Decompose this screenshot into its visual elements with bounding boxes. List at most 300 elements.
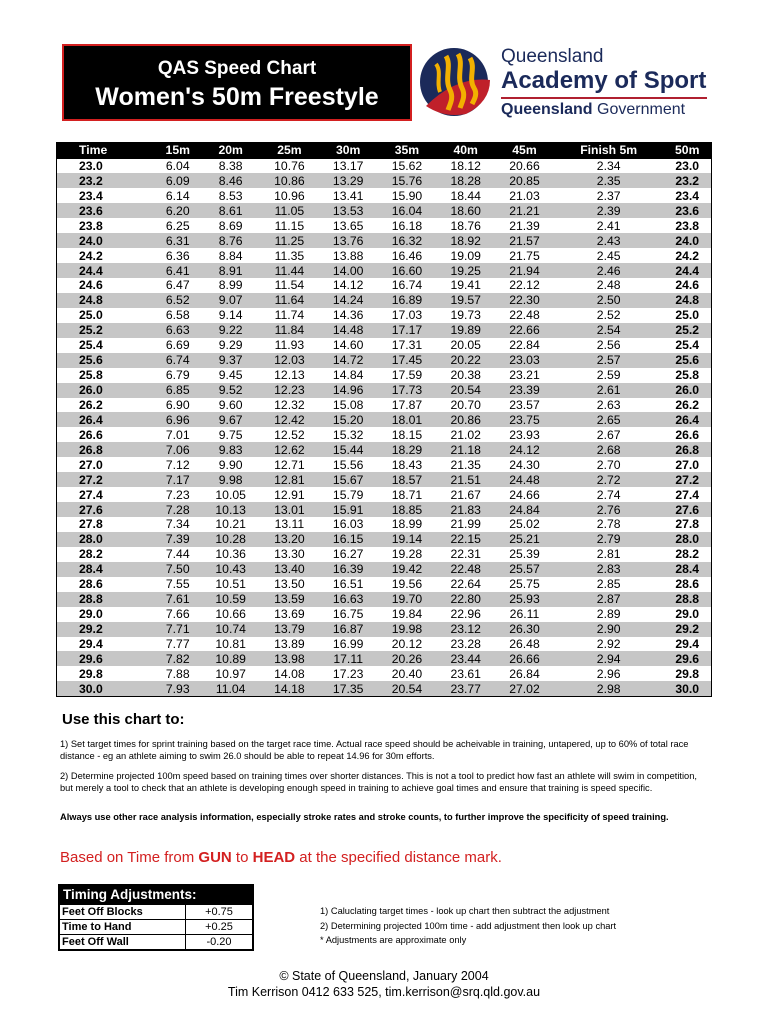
timing-label: Time to Hand xyxy=(60,920,186,934)
table-row xyxy=(57,577,712,592)
table-cell: 18.43 xyxy=(391,457,423,472)
table-cell: 18.60 xyxy=(436,203,495,218)
table-cell: 24.48 xyxy=(495,472,554,487)
table-cell: 2.83 xyxy=(554,562,664,577)
table-cell: 16.63 xyxy=(319,592,378,607)
table-cell: 19.98 xyxy=(378,622,437,637)
table-cell: 9.90 xyxy=(218,457,243,472)
table-cell: 6.90 xyxy=(165,397,190,412)
table-cell: 28.4 xyxy=(663,562,711,577)
table-cell: 20.38 xyxy=(450,368,481,383)
table-cell: 11.04 xyxy=(201,681,260,696)
table-cell: 2.78 xyxy=(596,517,621,532)
table-cell: 14.60 xyxy=(332,338,364,353)
table-cell: 22.30 xyxy=(495,293,554,308)
table-cell: 9.83 xyxy=(201,442,260,457)
table-cell: 26.0 xyxy=(663,383,711,398)
table-cell: 22.66 xyxy=(495,323,554,338)
table-cell: 16.39 xyxy=(319,562,378,577)
table-cell: 2.70 xyxy=(596,457,621,472)
table-cell: 23.21 xyxy=(509,368,540,383)
table-cell: 23.2 xyxy=(57,173,155,188)
table-cell: 15.76 xyxy=(378,173,437,188)
table-cell: 2.89 xyxy=(596,607,621,622)
qas-logo xyxy=(416,46,708,118)
table-cell: 19.09 xyxy=(450,248,481,263)
table-cell: 2.67 xyxy=(596,427,621,442)
gun-word: GUN xyxy=(198,849,232,866)
table-cell: 21.57 xyxy=(495,233,554,248)
table-cell: 11.15 xyxy=(274,218,305,233)
table-cell: 23.28 xyxy=(450,636,481,651)
table-cell: 18.01 xyxy=(378,412,437,427)
table-cell: 14.84 xyxy=(332,368,364,383)
table-header-row xyxy=(57,143,712,159)
table-row xyxy=(57,442,712,457)
timing-heading: Timing Adjustments: xyxy=(60,886,252,904)
table-cell: 25.2 xyxy=(57,323,155,338)
table-cell: 2.34 xyxy=(596,158,621,173)
table-cell: 23.61 xyxy=(450,666,481,681)
table-cell: 9.07 xyxy=(201,293,260,308)
table-cell: 8.38 xyxy=(218,158,243,173)
table-cell: 26.48 xyxy=(509,636,540,651)
table-cell: 10.13 xyxy=(201,502,260,517)
table-cell: 28.6 xyxy=(79,577,103,592)
table-cell: 25.93 xyxy=(495,592,554,607)
table-cell: 2.94 xyxy=(554,651,664,666)
table-cell: 19.57 xyxy=(436,293,495,308)
timing-note-2: 2) Determining projected 100m time - add adjustment then look up chart xyxy=(320,921,617,931)
logo-line3 xyxy=(501,101,707,119)
table-cell: 21.18 xyxy=(436,442,495,457)
table-cell: 6.41 xyxy=(154,263,201,278)
table-cell: 19.14 xyxy=(378,532,437,547)
table-cell: 6.47 xyxy=(165,278,190,293)
timing-note-1: 1) Caluclating target times - look up chart then subtract the adjustment xyxy=(320,906,610,916)
table-cell: 6.85 xyxy=(154,383,201,398)
table-cell: 11.25 xyxy=(260,233,319,248)
table-cell: 2.57 xyxy=(554,353,664,368)
table-cell: 17.45 xyxy=(378,353,437,368)
table-cell: 2.61 xyxy=(554,383,664,398)
table-cell: 21.03 xyxy=(509,188,540,203)
table-cell: 25.4 xyxy=(675,338,700,353)
table-row xyxy=(57,278,712,293)
column-header: 35m xyxy=(378,143,437,159)
timing-value: +0.75 xyxy=(205,906,233,918)
table-row xyxy=(57,666,712,681)
table-cell: 18.99 xyxy=(391,517,423,532)
table-cell: 28.0 xyxy=(57,532,155,547)
table-cell: 23.0 xyxy=(79,158,103,173)
usage-paragraph-1: 1) Set target times for sprint training based on the target race time. Actual race speed should be acheivable in training, untapered, up to 60% of total race distance - eg an athlete aiming to swim 26.0 should be able to repeat 14.96 for 30m efforts. xyxy=(60,739,689,761)
table-cell: 6.79 xyxy=(165,368,190,383)
table-cell: 10.66 xyxy=(215,607,246,622)
table-cell: 12.62 xyxy=(260,442,319,457)
usage-paragraph-3: Always use other race analysis information, especially stroke rates and stroke counts, to further improve the specificity of speed training. xyxy=(60,812,669,822)
table-cell: 2.52 xyxy=(596,308,621,323)
table-cell: 22.84 xyxy=(509,338,540,353)
table-cell: 26.30 xyxy=(495,622,554,637)
table-cell: 11.64 xyxy=(260,293,319,308)
table-cell: 9.14 xyxy=(218,308,243,323)
column-header: Time xyxy=(57,143,155,159)
table-row xyxy=(57,681,712,696)
table-cell: 20.12 xyxy=(391,636,423,651)
table-cell: 13.40 xyxy=(260,562,319,577)
table-cell: 21.99 xyxy=(450,517,481,532)
table-cell: 7.17 xyxy=(154,472,201,487)
table-cell: 19.42 xyxy=(378,562,437,577)
timing-value: -0.20 xyxy=(206,936,232,948)
table-cell: 12.03 xyxy=(260,353,319,368)
table-cell: 23.4 xyxy=(79,188,103,203)
timing-note-3: * Adjustments are approximate only xyxy=(320,935,467,945)
table-cell: 18.76 xyxy=(450,218,481,233)
table-cell: 24.8 xyxy=(57,293,155,308)
table-cell: 14.18 xyxy=(260,681,319,696)
table-cell: 2.92 xyxy=(596,636,621,651)
table-cell: 8.69 xyxy=(218,218,243,233)
table-cell: 17.35 xyxy=(319,681,378,696)
table-cell: 9.52 xyxy=(201,383,260,398)
table-cell: 28.2 xyxy=(79,547,103,562)
table-row xyxy=(57,637,712,652)
table-cell: 12.32 xyxy=(274,397,305,412)
table-cell: 6.31 xyxy=(154,233,201,248)
table-cell: 14.96 xyxy=(319,383,378,398)
table-cell: 16.18 xyxy=(391,218,423,233)
table-cell: 8.91 xyxy=(201,263,260,278)
table-cell: 28.8 xyxy=(663,592,711,607)
table-cell: 24.84 xyxy=(495,502,554,517)
table-cell: 16.27 xyxy=(332,547,364,562)
table-cell: 2.68 xyxy=(554,442,664,457)
table-cell: 29.4 xyxy=(675,636,700,651)
table-cell: 24.12 xyxy=(495,442,554,457)
table-cell: 11.84 xyxy=(260,323,319,338)
table-cell: 2.96 xyxy=(596,666,621,681)
table-cell: 16.89 xyxy=(378,293,437,308)
table-cell: 7.34 xyxy=(165,517,190,532)
table-cell: 27.02 xyxy=(495,681,554,696)
table-cell: 6.96 xyxy=(154,412,201,427)
table-cell: 6.04 xyxy=(165,158,190,173)
table-cell: 2.85 xyxy=(596,577,621,592)
table-cell: 16.46 xyxy=(391,248,423,263)
table-cell: 12.91 xyxy=(274,487,305,502)
table-cell: 2.90 xyxy=(554,622,664,637)
table-cell: 7.12 xyxy=(165,457,190,472)
table-cell: 14.12 xyxy=(332,278,364,293)
table-row xyxy=(57,173,712,188)
table-cell: 20.05 xyxy=(450,338,481,353)
table-cell: 2.79 xyxy=(554,532,664,547)
table-row xyxy=(57,487,712,502)
table-cell: 2.37 xyxy=(596,188,621,203)
table-cell: 27.0 xyxy=(79,457,103,472)
table-cell: 15.62 xyxy=(391,158,423,173)
qas-emblem-icon xyxy=(416,46,496,118)
table-row xyxy=(57,412,712,427)
table-row xyxy=(57,562,712,577)
table-cell: 14.00 xyxy=(319,263,378,278)
table-cell: 10.59 xyxy=(201,592,260,607)
table-cell: 11.44 xyxy=(260,263,319,278)
table-row xyxy=(57,248,712,263)
table-cell: 17.17 xyxy=(378,323,437,338)
table-cell: 13.76 xyxy=(319,233,378,248)
table-row xyxy=(57,427,712,442)
table-cell: 13.59 xyxy=(260,592,319,607)
table-cell: 10.28 xyxy=(201,532,260,547)
table-cell: 20.54 xyxy=(378,681,437,696)
table-cell: 16.03 xyxy=(332,517,364,532)
table-row xyxy=(57,547,712,562)
table-cell: 11.93 xyxy=(274,338,305,353)
table-cell: 7.61 xyxy=(154,592,201,607)
table-cell: 11.74 xyxy=(274,308,305,323)
table-cell: 6.14 xyxy=(165,188,190,203)
table-cell: 9.67 xyxy=(201,412,260,427)
table-cell: 7.01 xyxy=(165,427,190,442)
table-row xyxy=(57,502,712,517)
table-cell: 6.20 xyxy=(154,203,201,218)
timing-row xyxy=(60,919,252,934)
table-cell: 2.46 xyxy=(554,263,664,278)
table-cell: 6.63 xyxy=(154,323,201,338)
table-cell: 27.2 xyxy=(663,472,711,487)
table-cell: 22.48 xyxy=(509,308,540,323)
table-cell: 8.53 xyxy=(218,188,243,203)
table-cell: 22.80 xyxy=(436,592,495,607)
table-cell: 9.45 xyxy=(218,368,243,383)
table-cell: 18.57 xyxy=(378,472,437,487)
table-cell: 8.46 xyxy=(201,173,260,188)
table-cell: 25.75 xyxy=(509,577,540,592)
table-cell: 7.28 xyxy=(154,502,201,517)
table-cell: 24.30 xyxy=(509,457,540,472)
table-cell: 21.21 xyxy=(495,203,554,218)
table-cell: 16.87 xyxy=(319,622,378,637)
table-cell: 2.50 xyxy=(554,293,664,308)
table-cell: 27.8 xyxy=(675,517,700,532)
table-cell: 15.90 xyxy=(391,188,423,203)
table-cell: 16.60 xyxy=(378,263,437,278)
table-cell: 25.39 xyxy=(509,547,540,562)
table-cell: 10.89 xyxy=(201,651,260,666)
table-cell: 11.35 xyxy=(274,248,305,263)
table-row xyxy=(57,622,712,637)
table-cell: 13.11 xyxy=(274,517,305,532)
table-cell: 29.6 xyxy=(663,651,711,666)
table-cell: 2.72 xyxy=(554,472,664,487)
timing-label: Feet Off Wall xyxy=(60,935,186,949)
table-cell: 7.82 xyxy=(154,651,201,666)
table-cell: 18.92 xyxy=(436,233,495,248)
table-cell: 23.6 xyxy=(57,203,155,218)
timing-row xyxy=(60,934,252,949)
table-cell: 14.24 xyxy=(319,293,378,308)
table-cell: 2.98 xyxy=(554,681,664,696)
table-row xyxy=(57,472,712,487)
table-cell: 7.88 xyxy=(165,666,190,681)
logo-line3-bold: Queensland xyxy=(501,101,593,118)
table-cell: 25.0 xyxy=(79,308,103,323)
table-cell: 25.8 xyxy=(675,368,700,383)
table-cell: 14.72 xyxy=(319,353,378,368)
table-cell: 23.6 xyxy=(663,203,711,218)
table-row xyxy=(57,532,712,547)
table-cell: 26.11 xyxy=(509,607,540,622)
table-cell: 26.4 xyxy=(57,412,155,427)
column-header: 45m xyxy=(495,143,554,159)
table-cell: 13.98 xyxy=(260,651,319,666)
table-cell: 12.13 xyxy=(274,368,305,383)
table-row xyxy=(57,607,712,622)
table-cell: 17.11 xyxy=(319,651,378,666)
table-cell: 26.84 xyxy=(509,666,540,681)
column-header: 15m xyxy=(154,143,201,159)
table-cell: 18.85 xyxy=(378,502,437,517)
table-cell: 10.51 xyxy=(215,577,246,592)
table-cell: 23.39 xyxy=(495,383,554,398)
table-cell: 23.8 xyxy=(79,218,103,233)
table-cell: 27.4 xyxy=(79,487,103,502)
table-cell: 6.52 xyxy=(154,293,201,308)
table-cell: 13.88 xyxy=(332,248,364,263)
table-cell: 8.61 xyxy=(201,203,260,218)
column-header: 20m xyxy=(201,143,260,159)
table-cell: 26.8 xyxy=(663,442,711,457)
table-row xyxy=(57,308,712,323)
table-cell: 26.4 xyxy=(663,412,711,427)
usage-heading: Use this chart to: xyxy=(62,711,185,728)
timing-row xyxy=(60,904,252,919)
gun-suffix: at the specified distance mark. xyxy=(295,849,502,866)
table-cell: 27.2 xyxy=(57,472,155,487)
table-cell: 25.8 xyxy=(79,368,103,383)
table-cell: 6.69 xyxy=(165,338,190,353)
table-cell: 18.71 xyxy=(391,487,423,502)
table-row xyxy=(57,188,712,203)
table-cell: 17.87 xyxy=(391,397,423,412)
table-cell: 18.12 xyxy=(450,158,481,173)
table-cell: 23.4 xyxy=(675,188,700,203)
table-cell: 25.57 xyxy=(495,562,554,577)
table-cell: 7.06 xyxy=(154,442,201,457)
table-cell: 21.83 xyxy=(436,502,495,517)
table-cell: 13.17 xyxy=(332,158,364,173)
table-cell: 7.39 xyxy=(154,532,201,547)
table-cell: 2.59 xyxy=(596,368,621,383)
table-cell: 23.03 xyxy=(495,353,554,368)
table-cell: 23.0 xyxy=(675,158,700,173)
table-cell: 30.0 xyxy=(663,681,711,696)
table-cell: 15.91 xyxy=(319,502,378,517)
table-cell: 20.26 xyxy=(378,651,437,666)
table-cell: 9.29 xyxy=(218,338,243,353)
table-cell: 12.71 xyxy=(274,457,305,472)
table-cell: 7.50 xyxy=(154,562,201,577)
table-cell: 7.55 xyxy=(165,577,190,592)
table-cell: 29.0 xyxy=(675,607,700,622)
table-cell: 10.97 xyxy=(215,666,246,681)
table-cell: 22.48 xyxy=(436,562,495,577)
table-cell: 27.0 xyxy=(675,457,700,472)
table-cell: 25.02 xyxy=(509,517,540,532)
table-cell: 26.8 xyxy=(57,442,155,457)
table-cell: 16.04 xyxy=(378,203,437,218)
table-cell: 17.73 xyxy=(378,383,437,398)
table-cell: 21.02 xyxy=(450,427,481,442)
table-row xyxy=(57,383,712,398)
copyright-line: © State of Queensland, January 2004 xyxy=(279,969,489,983)
table-cell: 16.74 xyxy=(391,278,423,293)
table-row xyxy=(57,203,712,218)
table-cell: 14.08 xyxy=(274,666,305,681)
table-cell: 13.79 xyxy=(260,622,319,637)
table-cell: 25.2 xyxy=(663,323,711,338)
table-cell: 17.59 xyxy=(391,368,423,383)
table-cell: 19.89 xyxy=(436,323,495,338)
table-cell: 20.85 xyxy=(495,173,554,188)
table-cell: 2.41 xyxy=(596,218,621,233)
table-cell: 9.22 xyxy=(201,323,260,338)
table-cell: 24.0 xyxy=(57,233,155,248)
table-cell: 2.45 xyxy=(596,248,621,263)
table-cell: 2.63 xyxy=(596,397,621,412)
timing-label: Feet Off Blocks xyxy=(60,905,186,919)
table-cell: 7.23 xyxy=(165,487,190,502)
table-cell: 21.51 xyxy=(436,472,495,487)
table-row xyxy=(57,263,712,278)
table-cell: 2.54 xyxy=(554,323,664,338)
table-cell: 28.6 xyxy=(675,577,700,592)
table-cell: 22.12 xyxy=(509,278,540,293)
contact-line: Tim Kerrison 0412 633 525, tim.kerrison@srq.qld.gov.au xyxy=(227,985,541,999)
table-cell: 10.43 xyxy=(201,562,260,577)
table-cell: 11.05 xyxy=(260,203,319,218)
table-cell: 18.44 xyxy=(450,188,481,203)
table-cell: 26.6 xyxy=(79,427,103,442)
logo-divider xyxy=(501,97,707,99)
table-cell: 16.15 xyxy=(319,532,378,547)
page-title: Women's 50m Freestyle xyxy=(95,83,379,111)
table-body xyxy=(57,159,712,697)
table-cell: 26.66 xyxy=(495,651,554,666)
table-row xyxy=(57,159,712,174)
table-row xyxy=(57,457,712,472)
column-header: 30m xyxy=(319,143,378,159)
table-cell: 21.39 xyxy=(509,218,540,233)
table-cell: 28.0 xyxy=(663,532,711,547)
table-cell: 23.8 xyxy=(675,218,700,233)
timing-adjustments-box xyxy=(58,884,254,951)
table-cell: 7.93 xyxy=(154,681,201,696)
table-cell: 28.4 xyxy=(57,562,155,577)
table-cell: 19.84 xyxy=(391,607,423,622)
table-cell: 18.15 xyxy=(391,427,423,442)
table-row xyxy=(57,338,712,353)
table-cell: 26.6 xyxy=(675,427,700,442)
table-cell: 6.09 xyxy=(154,173,201,188)
table-cell: 29.8 xyxy=(79,666,103,681)
usage-paragraph-2: 2) Determine projected 100m speed based on training times over shorter distances. This is not a tool to predict how fast an athlete will swim in competition, but merely a tool to check that an athlete is developing enough speed in training to achieve goal times and ensure that training is speed specific. xyxy=(60,771,697,793)
table-cell: 13.69 xyxy=(274,607,305,622)
table-cell: 13.20 xyxy=(260,532,319,547)
